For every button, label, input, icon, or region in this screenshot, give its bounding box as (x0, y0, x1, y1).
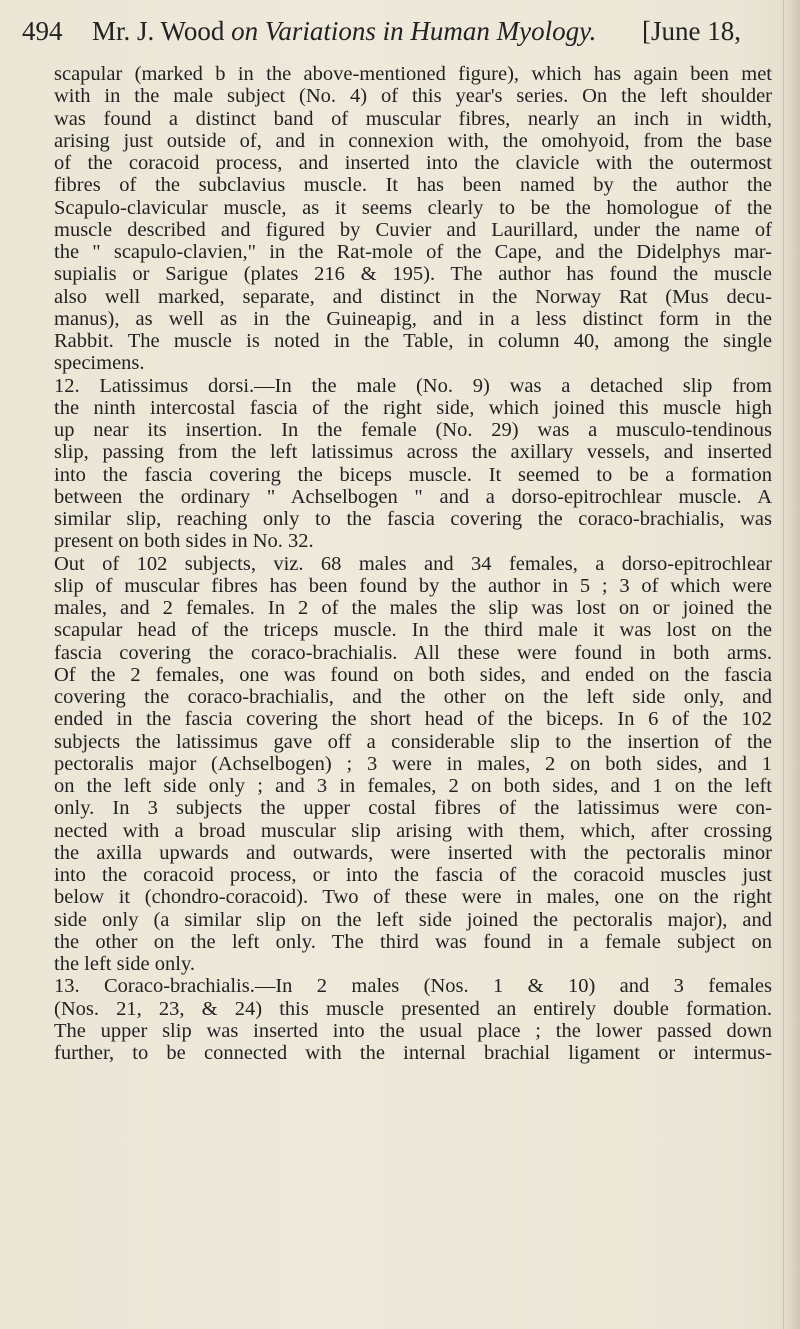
text-line: present on both sides in No. 32. (54, 530, 314, 553)
text-line: subjects the latissimus gave off a considerable slip to the insertion of the (54, 730, 772, 753)
running-title: Mr. J. Wood on Variations in Human Myology. (92, 16, 597, 46)
text-line: of the coracoid process, and inserted into the clavicle with the outermost (54, 152, 772, 174)
text-line: 12. Latissimus dorsi.—In the male (No. 9) was a detached slip from (54, 374, 772, 397)
text-line: on the left side only ; and 3 in females, 2 on both sides, and 1 on the left (54, 775, 772, 797)
text-line: arising just outside of, and in connexion with, the omohyoid, from the base (54, 129, 772, 152)
text-line: the other on the left only. The third was found in a female subject on (54, 930, 772, 953)
text-line: fascia covering the coraco-brachialis. All these were found in both arms. (54, 641, 772, 664)
text-line: Of the 2 females, one was found on both sides, and ended on the fascia (54, 663, 772, 686)
text-line: side only (a similar slip on the left side joined the pectoralis major), and (54, 908, 772, 931)
text-line: was found a distinct band of muscular fibres, nearly an inch in width, (54, 107, 772, 130)
text-line: the left side only. (54, 953, 195, 975)
text-line: similar slip, reaching only to the fascia covering the coraco-brachialis, was (54, 508, 772, 530)
running-header (22, 14, 792, 48)
text-line: slip, passing from the left latissimus across the axillary vessels, and inserted (54, 441, 772, 464)
text-line: The upper slip was inserted into the usual place ; the lower passed down (54, 1019, 772, 1042)
page-number: 494 (22, 16, 63, 46)
text-line: pectoralis major (Achselbogen) ; 3 were in males, 2 on both sides, and 1 (54, 752, 772, 775)
text-line: the ninth intercostal fascia of the right side, which joined this muscle high (54, 396, 772, 419)
text-line: Rabbit. The muscle is noted in the Table, in column 40, among the single (54, 330, 772, 352)
text-line: fibres of the subclavius muscle. It has been named by the author the (54, 174, 772, 197)
text-line: further, to be connected with the internal brachial ligament or intermus- (54, 1042, 772, 1064)
page-edge (783, 0, 800, 1329)
body-text (54, 63, 772, 1064)
text-line: 13. Coraco-brachialis.—In 2 males (Nos. 1 & 10) and 3 females (54, 975, 772, 998)
text-line: with in the male subject (No. 4) of this year's series. On the left shoulder (54, 85, 772, 108)
text-line: nected with a broad muscular slip arising with them, which, after crossing (54, 819, 772, 842)
text-line: into the fascia covering the biceps muscle. It seemed to be a formation (54, 463, 772, 486)
text-line: ended in the fascia covering the short head of the biceps. In 6 of the 102 (54, 708, 772, 731)
text-line: covering the coraco-brachialis, and the other on the left side only, and (54, 686, 772, 708)
header-date: [June 18, (642, 16, 741, 46)
text-line: scapular (marked b in the above-mentioned figure), which has again been met (54, 63, 772, 85)
text-line: specimens. (54, 352, 145, 375)
text-line: up near its insertion. In the female (No. 29) was a musculo-tendinous (54, 419, 772, 441)
text-line: only. In 3 subjects the upper costal fibres of the latissimus were con- (54, 797, 772, 820)
text-line: slip of muscular fibres has been found by the author in 5 ; 3 of which were (54, 574, 772, 597)
text-line: muscle described and figured by Cuvier and Laurillard, under the name of (54, 218, 772, 241)
text-line: into the coracoid process, or into the fascia of the coracoid muscles just (54, 864, 772, 886)
text-line: also well marked, separate, and distinct in the Norway Rat (Mus decu- (54, 285, 772, 308)
text-line: Out of 102 subjects, viz. 68 males and 34 females, a dorso-epitrochlear (54, 552, 772, 575)
text-line: the " scapulo-clavien," in the Rat-mole of the Cape, and the Didelphys mar- (54, 241, 772, 263)
text-line: scapular head of the triceps muscle. In the third male it was lost on the (54, 619, 772, 642)
text-line: males, and 2 females. In 2 of the males the slip was lost on or joined the (54, 597, 772, 619)
text-line: below it (chondro-coracoid). Two of these were in males, one on the right (54, 886, 772, 909)
text-line: supialis or Sarigue (plates 216 & 195). The author has found the muscle (54, 263, 772, 286)
text-line: between the ordinary " Achselbogen " and a dorso-epitrochlear muscle. A (54, 485, 772, 508)
text-line: the axilla upwards and outwards, were inserted with the pectoralis minor (54, 841, 772, 864)
text-line: Scapulo-clavicular muscle, as it seems clearly to be the homologue of the (54, 196, 772, 219)
text-line: manus), as well as in the Guineapig, and in a less distinct form in the (54, 307, 772, 330)
text-line: (Nos. 21, 23, & 24) this muscle presented an entirely double formation. (54, 997, 772, 1020)
